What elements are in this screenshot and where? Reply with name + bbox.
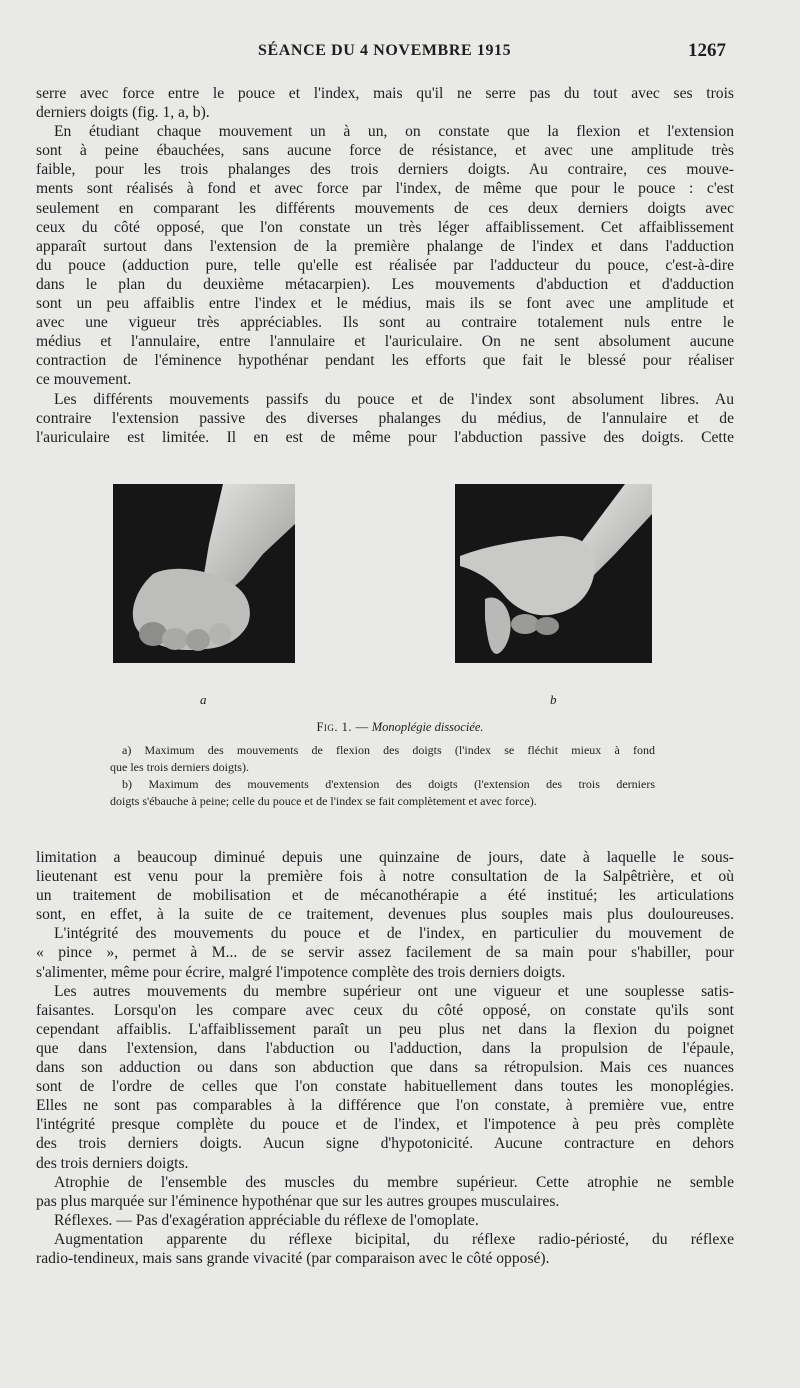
hand-flexion-illustration [113, 484, 295, 663]
text-line: avec une vigueur très appréciables. Ils sont au contraire totalement nuls entre le [36, 314, 734, 332]
text-line: Réflexes. — Pas d'exagération appréciable du réflexe de l'omoplate. [54, 1211, 479, 1229]
text-line: derniers doigts (fig. 1, a, b). [36, 104, 210, 122]
hand-extension-illustration [455, 484, 652, 663]
text-line: que les trois derniers doigts). [110, 760, 249, 774]
text-line: a) Maximum des mouvements de flexion des doigts (l'index se fléchit mieux à fond [122, 743, 655, 757]
figure-label-b: b [550, 692, 557, 707]
text-line: l'intégrité presque complète du pouce et de l'index, et l'impotence à peu près complète [36, 1116, 734, 1134]
text-line: Augmentation apparente du réflexe bicipital, du réflexe radio-périosté, du réflexe [54, 1230, 734, 1248]
text-line: seulement en comparant les différents mouvements de ces deux derniers doigts avec [36, 199, 734, 217]
figure-caption-text [110, 742, 655, 810]
text-line: que dans l'extension, dans l'abduction ou l'adduction, dans la propulsion de l'épaule, [36, 1039, 734, 1057]
text-line: cependant affaiblis. L'affaiblissement paraît un peu plus net dans la flexion du poignet [36, 1020, 734, 1038]
text-line: l'auriculaire est limitée. Il en est de même pour l'abduction passive des doigts. Cette [36, 428, 734, 446]
text-line: ceux du côté opposé, que l'on constate un très léger affaiblissement. Cet affaiblissement [36, 218, 734, 236]
text-line: faisantes. Lorsqu'on les compare avec ceux du côté opposé, on constate qu'ils sont [36, 1001, 734, 1019]
text-line: sont un peu affaiblis entre l'index et le médius, mais ils se font avec une amplitude et [36, 295, 734, 313]
text-line: limitation a beaucoup diminué depuis une quinzaine de jours, date à laquelle le sous- [36, 849, 734, 866]
text-line: faible, pour les trois phalanges des trois derniers doigts. Au contraire, ces mouve- [36, 161, 734, 179]
text-line: ce mouvement. [36, 371, 132, 389]
page-number: 1267 [688, 40, 726, 61]
text-line: « pince », permet à M... de se servir assez facilement de sa main pour s'habiller, pour [36, 944, 734, 962]
page-header [0, 42, 800, 68]
text-line: serre avec force entre le pouce et l'index, mais qu'il ne serre pas du tout avec ses trois [36, 85, 734, 102]
text-line: du pouce (adduction pure, telle qu'elle est réalisée par l'adducteur du pouce, c'est-à-dire [36, 256, 734, 274]
text-line: pas plus marquée sur l'éminence hypothénar que sur les autres groupes musculaires. [36, 1192, 560, 1210]
text-line: sont à peine ébauchées, sans aucune force de résistance, et avec une amplitude très [36, 142, 734, 160]
text-line: s'alimenter, même pour écrire, malgré l'impotence complète des trois derniers doigts. [36, 963, 566, 981]
text-line: doigts s'ébauche à peine; celle du pouce et de l'index se fait complètement et avec force). [110, 794, 537, 808]
text-line: dans son adduction ou dans son abduction que dans sa rétropulsion. Mais ces nuances [36, 1059, 734, 1077]
text-line: radio-tendineux, mais sans grande vivacité (par comparaison avec le côté opposé). [36, 1249, 550, 1267]
running-title: SÉANCE DU 4 NOVEMBRE 1915 [258, 42, 512, 59]
text-line: contraire l'extension passive des diverses phalanges du médius, de l'annulaire et de [36, 409, 734, 427]
text-line: un traitement de mobilisation et de mécanothérapie a été institué; les articulations [36, 887, 734, 905]
text-line: des trois derniers doigts. Aucun signe d'hypotonicité. Aucune contracture en dehors [36, 1135, 734, 1153]
text-line: contraction de l'éminence hypothénar pendant les efforts que fait le blessé pour réaliser [36, 352, 734, 370]
figure-number: Fig. 1. — [316, 720, 369, 734]
text-line: Elles ne sont pas comparables à la différence que l'on constate, à première vue, entre [36, 1097, 734, 1115]
figure-label-a: a [200, 692, 207, 707]
figure-photo-b-hand-extension [455, 484, 652, 663]
text-line: Les différents mouvements passifs du pouce et de l'index sont absolument libres. Au [54, 390, 734, 408]
text-line: L'intégrité des mouvements du pouce et de l'index, en particulier du mouvement de [54, 925, 734, 943]
text-line: dans le plan du deuxième métacarpien). Les mouvements d'abduction et d'adduction [36, 275, 734, 293]
text-line: apparaît surtout dans l'extension de la première phalange de l'index et dans l'adduction [36, 237, 734, 255]
figure-photo-a-hand-flexion [113, 484, 295, 663]
figure-caption-title [0, 720, 800, 735]
text-line: médius et l'annulaire, entre l'annulaire et l'auriculaire. On ne sent absolument aucune [36, 333, 734, 351]
body-text-bottom [36, 848, 734, 1268]
text-line: En étudiant chaque mouvement un à un, on constate que la flexion et l'extension [54, 123, 734, 141]
text-line: b) Maximum des mouvements d'extension des doigts (l'extension des trois derniers [122, 777, 655, 791]
text-line: Atrophie de l'ensemble des muscles du membre supérieur. Cette atrophie ne semble [54, 1173, 734, 1191]
text-line: Les autres mouvements du membre supérieur ont une vigueur et une souplesse satis- [54, 982, 734, 1000]
text-line: sont, en effet, à la suite de ce traitement, devenues plus souples mais plus douloureuses. [36, 906, 734, 924]
body-text-top [36, 84, 734, 447]
text-line: des trois derniers doigts. [36, 1154, 189, 1172]
text-line: sont de l'ordre de celles que l'on constate habituellement dans toutes les monoplégies. [36, 1078, 734, 1096]
figure-title: Monoplégie dissociée. [371, 720, 484, 734]
text-line: ments sont réalisés à fond et avec force par l'index, de même que pour le pouce : c'est [36, 180, 734, 198]
text-line: lieutenant est venu pour la première fois à notre consultation de la Salpêtrière, et où [36, 868, 734, 886]
